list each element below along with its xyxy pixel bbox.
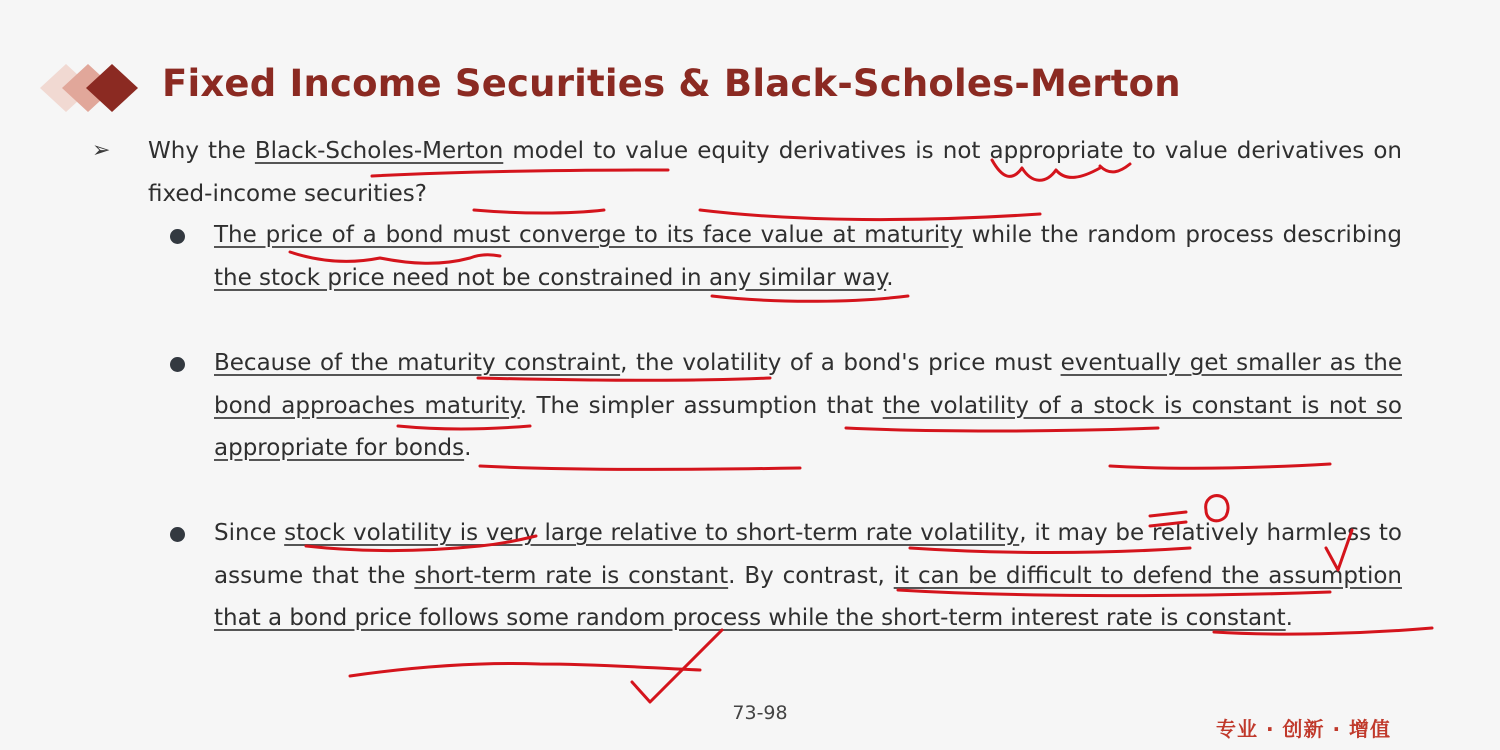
bullet-dot-icon — [170, 229, 185, 244]
bullet-text: The price of a bond must converge to its face value at maturity while the random process describing the stock price need not be constrained in any similar way. — [214, 222, 1402, 291]
ink-check-bottom — [632, 630, 722, 702]
ink-underline-random-process — [350, 664, 700, 677]
question-text: Why the Black-Scholes-Merton model to value equity derivatives is not appropriate to value derivatives on fixed-income securities? — [148, 138, 1402, 207]
page-number: 73-98 — [732, 702, 788, 724]
bullet-text: Since stock volatility is very large relative to short-term rate volatility, it may be relatively harmless to assume that the short-term rate is constant. By contrast, it can be difficult to defend the assumption that a bond price follows some random process while the short-term interest rate is constant. — [214, 520, 1402, 631]
bullet-text: Because of the maturity constraint, the volatility of a bond's price must eventually get smaller as the bond approaches maturity. The simpler assumption that the volatility of a stock is constant is not so appropriate for bonds. — [214, 350, 1402, 461]
title-row — [40, 58, 1490, 118]
bullet-dot-icon — [170, 357, 185, 372]
diamond-decoration-icon — [40, 58, 160, 118]
bullet-dot-icon — [170, 527, 185, 542]
slide-title: Fixed Income Securities & Black-Scholes-Merton — [162, 62, 1181, 105]
slogan: 专业 · 创新 · 增值 — [1216, 717, 1392, 741]
underlined-phrase: Black-Scholes-Merton — [254, 138, 504, 164]
arrow-bullet-icon: ➢ — [92, 138, 111, 163]
